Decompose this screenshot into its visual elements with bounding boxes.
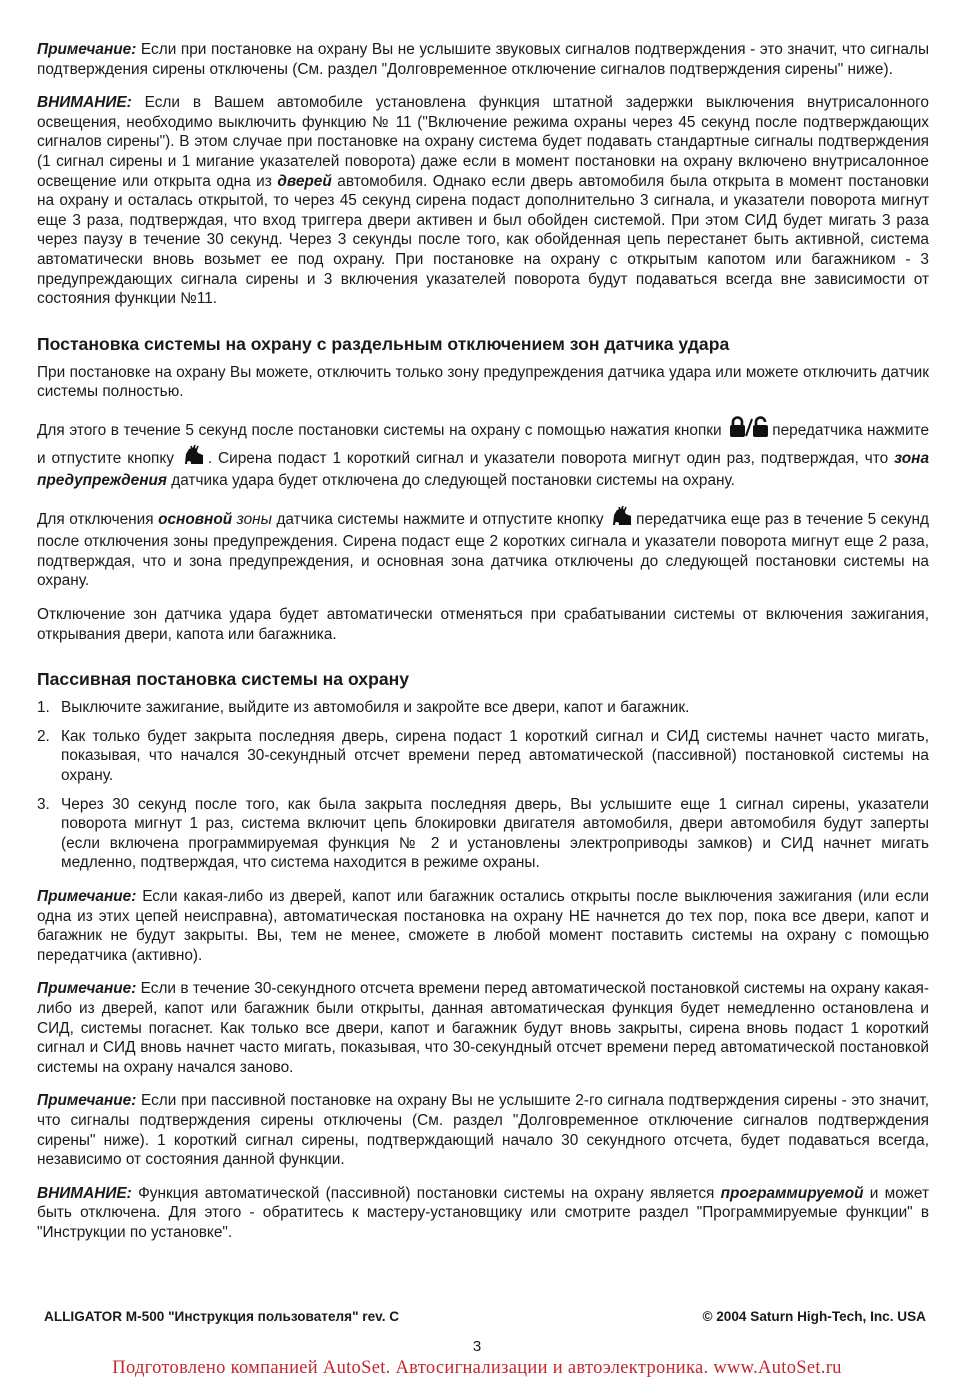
list-item-text: Как только будет закрыта последняя дверь, сирена подаст 1 короткий сигнал и СИД системы начнет часто мигать, показывая, что начался 30-секундный отсчет времени перед автоматической (пассивной) постановкой системы на охрану.: [61, 727, 929, 785]
emphasis-text: программируемой: [720, 1184, 864, 1202]
warning-paragraph: [37, 1184, 929, 1243]
warning-label: ВНИМАНИЕ:: [37, 1184, 132, 1202]
car-button-icon: [182, 444, 206, 472]
warning-text-part: автомобиля. Однако если дверь автомобиля была открыта в момент постановки на охрану и осталась открытой, то через 45 секунд сирена подаст дополнительно 3 сигнала, и указатели поворота мигнут еще 3 раза, подтверждая, что вход триггера двери активен и был обойден системой. При этом СИД будет мигать 3 раза через паузу в течение 30 секунд. Через 3 секунды после того, как обойденная цепь перестанет быть активной, система автоматически вновь возьмет ее под охрану. При постановке на охрану с открытым капотом или багажником - 3 предупреждающих сигнала сирены и 3 включения указателей поворота будут подаваться всегда вне зависимости от состояния функции №11.: [37, 172, 929, 308]
emphasis-text: дверей: [277, 172, 332, 190]
note-label: Примечание:: [37, 980, 137, 998]
paragraph: При постановке на охрану Вы можете, отключить только зону предупреждения датчика удара или можете отключить датчик системы полностью.: [37, 363, 929, 401]
page-number: 3: [472, 1338, 482, 1355]
car-button-icon: [610, 505, 634, 533]
note-label: Примечание:: [37, 1092, 137, 1110]
note-text: Если при постановке на охрану Вы не услышите звуковых сигналов подтверждения - это значит, что сигналы подтверждения сирены отключены (См. раздел "Долговременное отключение сигналов подтверждения сирены" ниже).: [37, 41, 929, 78]
warning-text-part: и может быть отключена. Для этого - обратитесь к мастеру-установщику или смотрите раздел "Программируемые функции" в "Инструкции по установке".: [37, 1184, 929, 1241]
paragraph: [37, 416, 929, 491]
note-label: Примечание:: [37, 888, 137, 905]
note-text: Если при пассивной постановке на охрану Вы не услышите 2-го сигнала подтверждения сирены - это значит, что сигналы подтверждения сирены отключены (См. раздел "Долговременное отключение сигналов подтверждения сирены" ниже). 1 короткий сигнал сирены, подтверждающий начало 30 секундного отсчета, будет подаваться всегда, независимо от состояния данной функции.: [37, 1092, 929, 1169]
lock-unlock-icon: [728, 416, 770, 444]
emphasis-text: зона предупреждения: [37, 449, 930, 490]
warning-text-part: Если в Вашем автомобиле установлена функция штатной задержки выключения внутрисалонного освещения, необходимо выключить функцию № 11 ("Включение режима охраны через 45 секунд после подтверждающих сигналов сирены"). В этом случае при постановке на охрану система будет подавать стандартные сигналы подтверждения (1 сигнал сирены и 1 мигание указателей поворота) даже если в момент постановки на охрану включено внутрисалонное освещение или открыта одна из: [37, 94, 929, 190]
list-number: 2.: [37, 727, 50, 745]
list-item-text: Выключите зажигание, выйдите из автомобиля и закройте все двери, капот и багажник.: [61, 699, 690, 717]
list-number: 1.: [37, 699, 50, 717]
list-number: 3.: [37, 795, 50, 813]
text-part: Для этого в течение 5 секунд после постановки системы на охрану с помощью нажатия кнопки: [37, 421, 722, 439]
list-item: [37, 727, 929, 786]
italic-text: зоны: [232, 510, 272, 528]
warning-label: ВНИМАНИЕ:: [37, 94, 132, 112]
note-paragraph: [37, 887, 929, 965]
warning-text-part: Функция автоматической (пассивной) постановки системы на охрану является: [131, 1184, 721, 1202]
note-paragraph: [37, 1091, 929, 1169]
text-part: . Сирена подаст 1 короткий сигнал и указатели поворота мигнут один раз, подтверждая, что: [207, 449, 895, 467]
emphasis-text: основной: [158, 510, 233, 528]
text-part: датчика системы нажмите и отпустите кнопку: [271, 510, 604, 528]
text-part: датчика удара будет отключена до следующей постановки системы на охрану.: [166, 472, 735, 490]
warning-paragraph: [37, 93, 929, 309]
section-heading-passive-arming: Пассивная постановка системы на охрану: [37, 669, 410, 690]
steps-list: [37, 698, 929, 873]
note-label: Примечание:: [37, 41, 137, 58]
list-item: [37, 698, 929, 718]
document-page: [37, 40, 929, 1257]
footer-copyright: © 2004 Saturn High-Tech, Inc. USA: [702, 1309, 926, 1324]
section-heading-shock-zones: Постановка системы на охрану с раздельным отключением зон датчика удара: [37, 333, 730, 354]
text-part: передатчика нажмите и отпустите кнопку: [37, 421, 930, 467]
note-paragraph: [37, 40, 929, 79]
publisher-banner: Подготовлено компанией AutoSet. Автосигнализации и автоэлектроника. www.AutoSet.ru: [112, 1358, 842, 1378]
list-item: [37, 795, 929, 873]
note-paragraph: [37, 979, 929, 1077]
note-text: Если в течение 30-секундного отсчета времени перед автоматической постановкой системы на охрану какая-либо из дверей, капот или багажник были открыты, данная автоматическая функция будет немедленно остановлена и СИД, системы погаснет. Как только все двери, капот и багажник будут вновь закрыты, сирена вновь подаст 1 короткий сигнал и СИД вновь начнет часто мигать, показывая, что 30-секундный отсчет времени перед автоматической постановкой системы на охрану начался заново.: [37, 980, 929, 1076]
paragraph: Отключение зон датчика удара будет автоматически отменяться при срабатывании системы от включения зажигания, открывания двери, капота или багажника.: [37, 606, 929, 643]
text-part: передатчика еще раз в течение 5 секунд после отключения зоны предупреждения. Сирена подаст еще 2 коротких сигнала и указатели поворота мигнут еще 2 раза, подтверждая, что и зона предупреждения, и основная зона датчика отключены до следующей постановки системы на охрану.: [37, 510, 930, 590]
list-item-text: Через 30 секунд после того, как была закрыта последняя дверь, Вы услышите еще 1 сигнал сирены, указатели поворота мигнут 1 раз, система включит цепь блокировки двигателя автомобиля, двери автомобиля будут заперты (если включена программируемая функция № 2 и установлены электроприводы замков) и СИД начнет мигать медленно, подтверждая, что система находится в режиме охраны.: [61, 795, 929, 872]
note-text: Если какая-либо из дверей, капот или багажник остались открыты после выключения зажигания (или если одна из этих цепей неисправна), автоматическая постановка на охрану НЕ начнется до тех пор, пока все двери, капот и багажник не будут закрыты. Вы, тем не менее, сможете в любой момент поставить системы на охрану с помощью передатчика (активно).: [37, 888, 929, 964]
footer-document-title: ALLIGATOR M-500 "Инструкция пользователя" rev. C: [44, 1309, 400, 1324]
paragraph: [37, 505, 929, 591]
text-part: Для отключения: [37, 510, 159, 528]
